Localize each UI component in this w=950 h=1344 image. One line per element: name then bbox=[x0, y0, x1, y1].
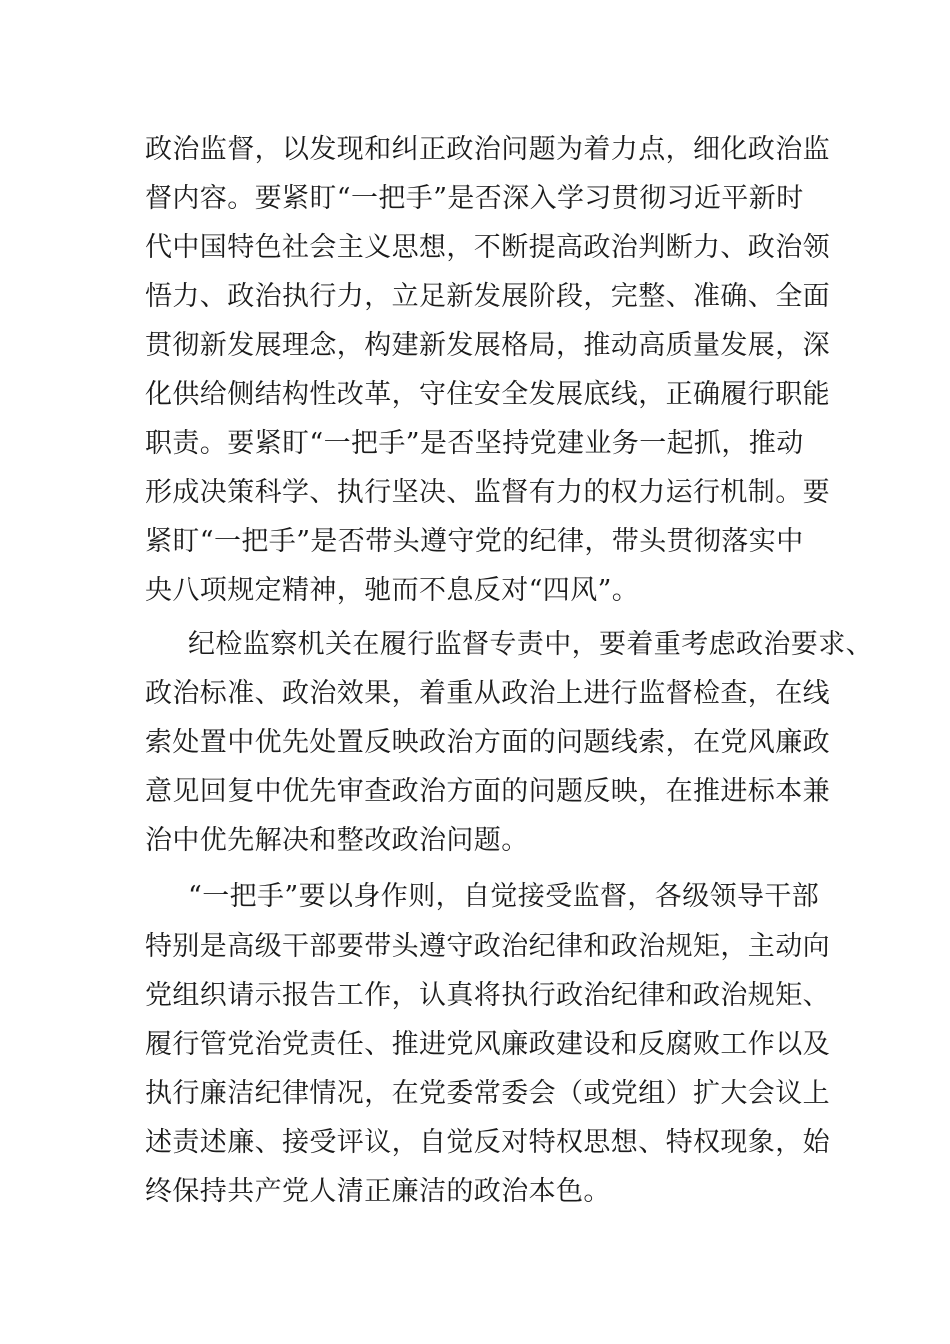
paragraph-3-line-2: 特别是高级干部要带头遵守政治纪律和政治规矩，主动向 bbox=[145, 931, 830, 962]
paragraph-1-line-4: 悟力、政治执行力，立足新发展阶段，完整、准确、全面 bbox=[145, 281, 830, 312]
paragraph-1-line-5: 贯彻新发展理念，构建新发展格局，推动高质量发展，深 bbox=[145, 330, 830, 361]
paragraph-3-line-6: 述责述廉、接受评议，自觉反对特权思想、特权现象，始 bbox=[145, 1127, 830, 1158]
paragraph-1-line-1: 政治监督，以发现和纠正政治问题为着力点，细化政治监 bbox=[145, 134, 830, 165]
paragraph-1-line-8: 形成决策科学、执行坚决、监督有力的权力运行机制。要 bbox=[145, 477, 830, 508]
paragraph-3-line-7: 终保持共产党人清正廉洁的政治本色。 bbox=[145, 1176, 611, 1207]
paragraph-2-line-1: 纪检监察机关在履行监督专责中，要着重考虑政治要求、 bbox=[188, 629, 873, 660]
paragraph-1-line-10: 央八项规定精神，驰而不息反对“四风”。 bbox=[145, 575, 640, 606]
paragraph-2-line-4: 意见回复中优先审查政治方面的问题反映，在推进标本兼 bbox=[145, 776, 830, 807]
paragraph-3-line-4: 履行管党治党责任、推进党风廉政建设和反腐败工作以及 bbox=[145, 1029, 830, 1060]
paragraph-1-line-6: 化供给侧结构性改革，守住安全发展底线，正确履行职能 bbox=[145, 379, 830, 410]
paragraph-1-line-2: 督内容。要紧盯“一把手”是否深入学习贯彻习近平新时 bbox=[145, 183, 804, 214]
paragraph-2-line-3: 索处置中优先处置反映政治方面的问题线索，在党风廉政 bbox=[145, 727, 830, 758]
paragraph-2-line-5: 治中优先解决和整改政治问题。 bbox=[145, 825, 529, 856]
paragraph-1-line-7: 职责。要紧盯“一把手”是否坚持党建业务一起抓，推动 bbox=[145, 428, 804, 459]
paragraph-3-line-5: 执行廉洁纪律情况，在党委常委会（或党组）扩大会议上 bbox=[145, 1078, 830, 1109]
paragraph-3-line-1: “一把手”要以身作则，自觉接受监督，各级领导干部 bbox=[188, 881, 820, 912]
paragraph-1-line-9: 紧盯“一把手”是否带头遵守党的纪律，带头贯彻落实中 bbox=[145, 526, 804, 557]
paragraph-1-line-3: 代中国特色社会主义思想，不断提高政治判断力、政治领 bbox=[145, 232, 830, 263]
paragraph-3-line-3: 党组织请示报告工作，认真将执行政治纪律和政治规矩、 bbox=[145, 980, 830, 1011]
paragraph-2-line-2: 政治标准、政治效果，着重从政治上进行监督检查，在线 bbox=[145, 678, 830, 709]
